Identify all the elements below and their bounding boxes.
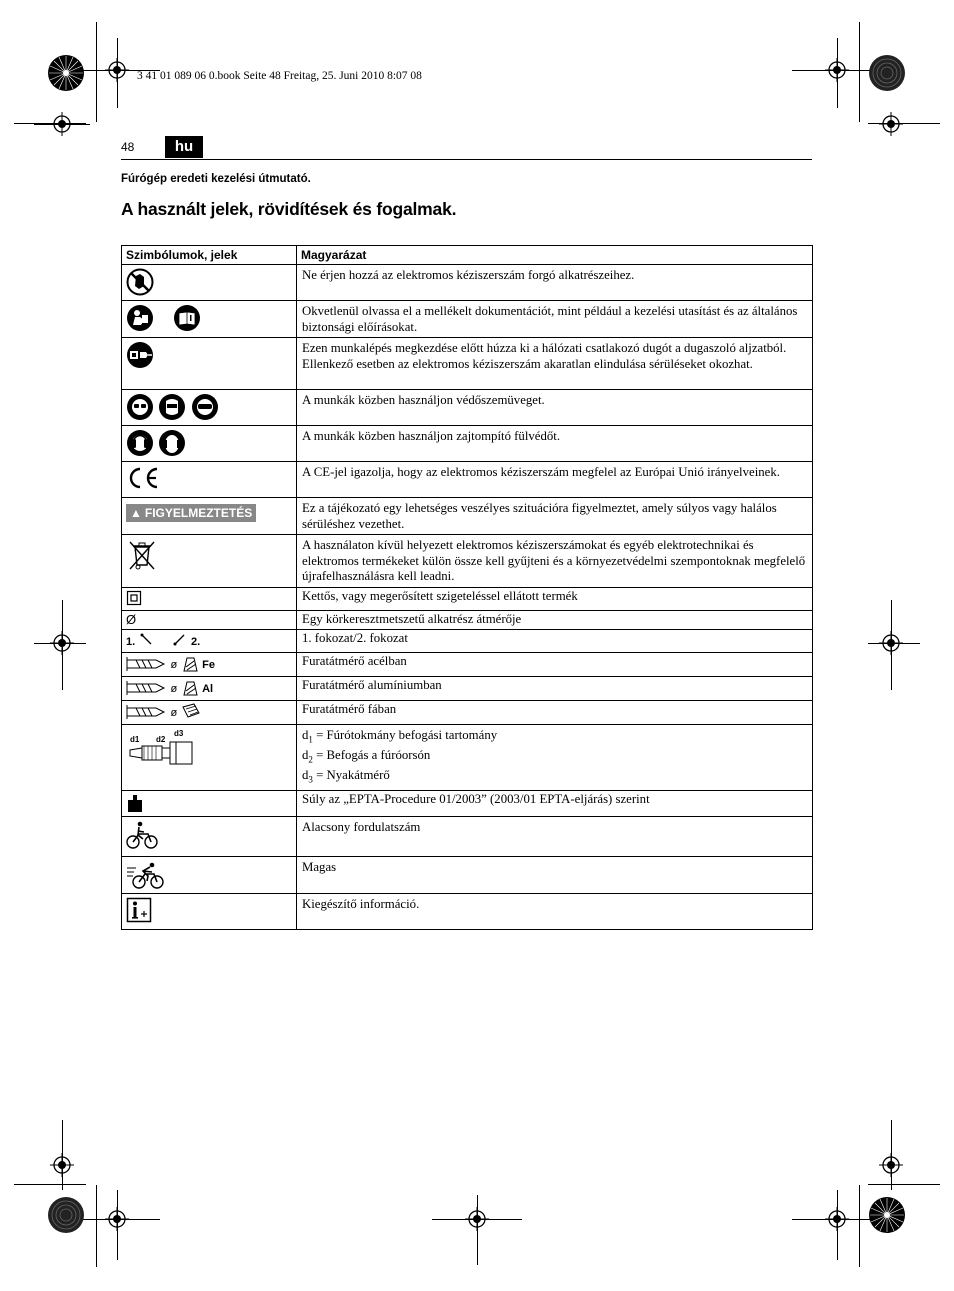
column-header-symbols: Szimbólumok, jelek (122, 246, 297, 265)
starburst-mark-icon (47, 1196, 85, 1234)
stage-2-label: 2. (191, 635, 201, 648)
warning-icon: ▲ (130, 506, 142, 520)
table-row (122, 629, 813, 652)
dimension-line-d3: $d_3$ = Nyakátmérő (302, 767, 390, 785)
warning-badge-label: FIGYELMEZTETÉS (144, 506, 253, 520)
row-description: A munkák közben használjon védőszemüveget. (297, 390, 813, 426)
table-row (122, 426, 813, 462)
row-description: Egy körkeresztmetszetű alkatrész átmérője (297, 610, 813, 629)
row-description: A CE-jel igazolja, hogy az elektromos kéziszerszám megfelel az Európai Unió irányelveinek. (297, 462, 813, 498)
safety-goggles-icon (191, 393, 219, 421)
table-row (122, 790, 813, 816)
row-description: Kettős, vagy megerősített szigeteléssel ellátott termék (297, 587, 813, 610)
table-row (122, 462, 813, 498)
column-header-explanation: Magyarázat (297, 246, 813, 265)
face-shield-icon (158, 393, 186, 421)
row-description: Alacsony fordulatszám (297, 816, 813, 856)
starburst-mark-icon (868, 54, 906, 92)
row-description: Ezen munkalépés megkezdése előtt húzza ki a hálózati csatlakozó dugót a dugaszoló aljzatból. Ellenkező esetben az elektromos kéziszerszám akaratlan elindulása sérüléseket okozhat. (297, 338, 813, 390)
row-description: A használaton kívül helyezett elektromos kéziszerszámokat és egyéb elektrotechnikai és elektromos termékeket külön össze kell gyűjteni és a környezetvédelmi szempontoknak megfelelő újrafelhasználásra kell leadni. (297, 535, 813, 588)
table-header-row (122, 246, 813, 265)
page-title: A használt jelek, rövidítések és fogalmak. (121, 199, 457, 219)
double-insulation-icon (126, 590, 142, 606)
diameter-icon: ø (170, 706, 178, 719)
manual-subtitle: Fúrógép eredeti kezelési útmutató. (121, 173, 311, 185)
wheelie-bin-crossed-icon (126, 538, 158, 572)
diameter-icon: Ø (126, 611, 137, 627)
table-row (122, 587, 813, 610)
warning-badge (126, 504, 256, 522)
row-description: Furatátmérő acélban (297, 652, 813, 676)
row-description: Súly az „EPTA-Procedure 01/2003” (2003/01 EPTA-eljárás) szerint (297, 790, 813, 816)
row-description: 1. fokozat/2. fokozat (297, 629, 813, 652)
registration-target-icon (879, 112, 903, 136)
row-description: Furatátmérő alumíniumban (297, 676, 813, 700)
table-row (122, 893, 813, 929)
starburst-mark-icon (868, 1196, 906, 1234)
drill-wood-icon (182, 703, 200, 719)
row-description: A munkák közben használjon zajtompító fülvédőt. (297, 426, 813, 462)
d3-label: d3 (174, 728, 184, 738)
dimension-line-d2: $d_2$ = Befogás a fúróorsón (302, 747, 431, 765)
table-row (122, 856, 813, 893)
row-description (297, 724, 813, 790)
table-row (122, 301, 813, 338)
gear-stage-2-icon (173, 632, 187, 646)
table-row (122, 724, 813, 790)
no-touch-icon (126, 268, 154, 296)
drill-bit-icon (126, 703, 166, 721)
eye-protection-icon (126, 393, 154, 421)
low-speed-cyclist-icon (126, 820, 158, 850)
drill-aluminium-icon (182, 679, 198, 697)
row-description: Furatátmérő fában (297, 700, 813, 724)
stage-1-label: 1. (126, 635, 136, 648)
unplug-icon (126, 341, 154, 369)
drill-bit-icon (126, 679, 166, 697)
table-row (122, 498, 813, 535)
table-row (122, 610, 813, 629)
header-rule (121, 159, 812, 160)
ear-protection-icon (126, 429, 154, 457)
table-row (122, 700, 813, 724)
table-row (122, 816, 813, 856)
table-row (122, 535, 813, 588)
high-speed-cyclist-icon (126, 860, 166, 890)
starburst-mark-icon (47, 54, 85, 92)
table-row (122, 390, 813, 426)
diameter-icon: ø (170, 682, 178, 695)
row-description: Kiegészítő információ. (297, 893, 813, 929)
table-row (122, 652, 813, 676)
ear-muffs-icon (158, 429, 186, 457)
material-label: Fe (202, 658, 215, 671)
info-icon (126, 897, 152, 923)
d2-label: d2 (156, 734, 166, 744)
file-info: 3 41 01 089 06 0.book Seite 48 Freitag, 25. Juni 2010 8:07 08 (137, 70, 422, 82)
table-row (122, 676, 813, 700)
gear-stage-icon (140, 632, 154, 646)
dimension-line-d1: $d_1$ = Fúrótokmány befogási tartomány (302, 727, 498, 745)
weight-icon (126, 793, 144, 813)
ce-mark-icon (126, 465, 160, 491)
material-label: Al (202, 682, 214, 695)
symbols-table (121, 245, 813, 930)
row-description: Ne érjen hozzá az elektromos kéziszerszám forgó alkatrészeihez. (297, 265, 813, 301)
diameter-icon: ø (170, 658, 178, 671)
chuck-dimensions-icon (126, 728, 204, 768)
language-badge: hu (165, 136, 203, 158)
row-description: Okvetlenül olvassa el a mellékelt dokumentációt, mint például a kezelési utasítást és az általános biztonsági előírásokat. (297, 301, 813, 338)
table-row (122, 338, 813, 390)
table-row (122, 265, 813, 301)
row-description: Ez a tájékozató egy lehetséges veszélyes szituációra figyelmeztet, amely súlyos vagy halálos sérüléshez vezethet. (297, 498, 813, 535)
d1-label: d1 (130, 734, 140, 744)
drill-steel-icon (182, 655, 198, 673)
drill-bit-icon (126, 655, 166, 673)
row-description: Magas (297, 856, 813, 893)
manual-book-icon (173, 304, 201, 332)
page-number: 48 (121, 140, 135, 154)
read-manual-icon (126, 304, 154, 332)
